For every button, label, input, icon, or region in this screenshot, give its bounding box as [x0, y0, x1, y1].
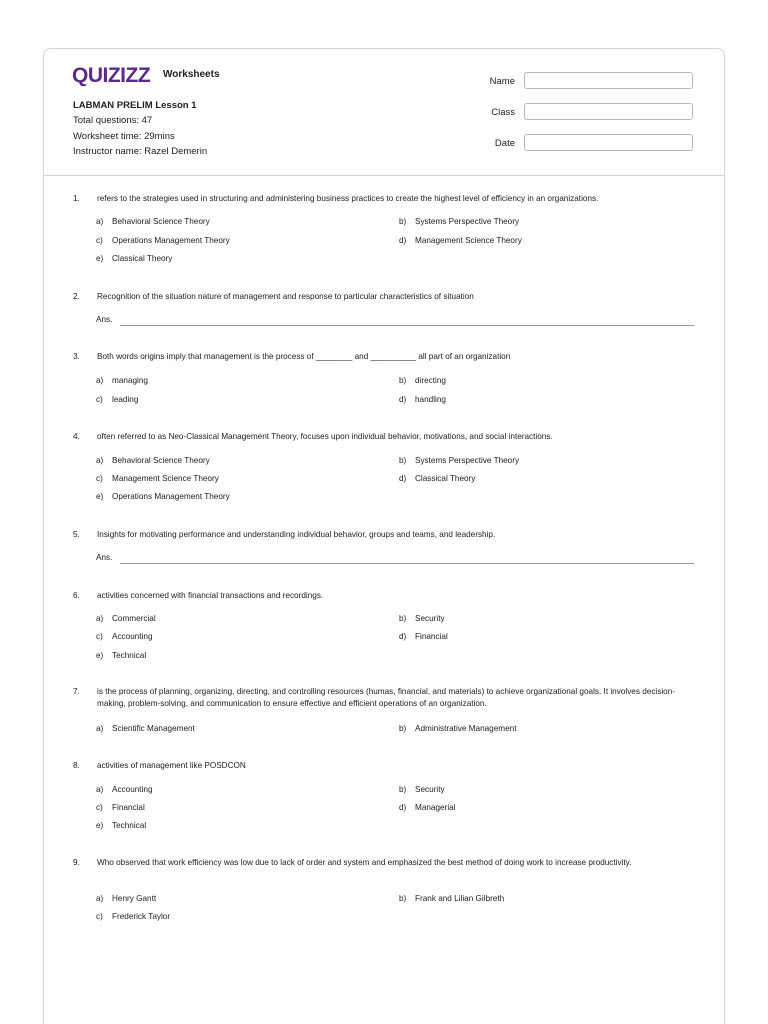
option-9a[interactable]: a) Henry Gantt: [96, 894, 157, 903]
product-name: Worksheets: [163, 68, 220, 80]
question-number: 6.: [73, 591, 80, 600]
question-text: activities concerned with financial transactions and recordings.: [97, 591, 324, 600]
quizizz-logo: [72, 64, 158, 86]
question-number: 8.: [73, 761, 80, 770]
option-6c[interactable]: c) Accounting: [96, 632, 153, 641]
name-label: Name: [489, 76, 515, 87]
option-8a[interactable]: a) Accounting: [96, 785, 153, 794]
question-number: 2.: [73, 292, 80, 301]
question-text: Recognition of the situation nature of management and response to particular characteristics of situation: [97, 292, 474, 301]
question-number: 5.: [73, 530, 80, 539]
option-1c[interactable]: c) Operations Management Theory: [96, 236, 230, 245]
option-3a[interactable]: a) managing: [96, 376, 148, 385]
question-text: refers to the strategies used in structuring and administering business practices to create the highest level of efficiency in an organizations.: [97, 194, 599, 203]
worksheet-title: LABMAN PRELIM Lesson 1: [73, 100, 197, 111]
question-text: Both words origins imply that management is the process of ________ and __________ all part of an organization: [97, 352, 511, 361]
option-7b[interactable]: b) Administrative Management: [399, 724, 517, 733]
question-text: Insights for motivating performance and understanding individual behavior, groups and teams, and leadership.: [97, 530, 496, 539]
option-1b[interactable]: b) Systems Perspective Theory: [399, 217, 520, 226]
option-4d[interactable]: d) Classical Theory: [399, 474, 476, 483]
option-6a[interactable]: a) Commercial: [96, 614, 156, 623]
option-1d[interactable]: d) Management Science Theory: [399, 236, 522, 245]
class-label: Class: [491, 107, 515, 118]
option-4e[interactable]: e) Operations Management Theory: [96, 492, 230, 501]
option-4a[interactable]: a) Behavioral Science Theory: [96, 456, 210, 465]
question-text: is the process of planning, organizing, directing, and controlling resources (humas, financial, and materials) to achieve organizational goals. It involves decision-making, problem-solving, and communication to ensure effective and efficient operations of an organization.: [97, 687, 675, 709]
option-1e[interactable]: e) Classical Theory: [96, 254, 173, 263]
option-9b[interactable]: b) Frank and Lilian Gilbreth: [399, 894, 505, 903]
option-8c[interactable]: c) Financial: [96, 803, 145, 812]
svg-text:QUIZIZZ: QUIZIZZ: [72, 64, 151, 86]
question-number: 7.: [73, 687, 80, 696]
option-6b[interactable]: b) Security: [399, 614, 445, 623]
option-8e[interactable]: e) Technical: [96, 821, 147, 830]
option-6e[interactable]: e) Technical: [96, 651, 147, 660]
option-4b[interactable]: b) Systems Perspective Theory: [399, 456, 520, 465]
option-7a[interactable]: a) Scientific Management: [96, 724, 195, 733]
question-number: 1.: [73, 194, 80, 203]
answer-line-5[interactable]: [120, 563, 694, 564]
question-text: Who observed that work efficiency was low due to lack of order and system and emphasized the best method of doing work to increase productivity.: [97, 858, 632, 867]
option-6d[interactable]: d) Financial: [399, 632, 448, 641]
name-field[interactable]: [524, 72, 693, 89]
worksheet-time: Worksheet time: 29mins: [73, 130, 175, 142]
option-3c[interactable]: c) leading: [96, 395, 139, 404]
option-1a[interactable]: a) Behavioral Science Theory: [96, 217, 210, 226]
option-3b[interactable]: b) directing: [399, 376, 446, 385]
option-8d[interactable]: d) Managerial: [399, 803, 456, 812]
instructor-name: Instructor name: Razel Demerin: [73, 145, 208, 157]
option-9c[interactable]: c) Frederick Taylor: [96, 912, 171, 921]
total-questions: Total questions: 47: [73, 115, 153, 127]
worksheet-meta: [73, 98, 207, 159]
worksheet-header: [43, 48, 725, 176]
date-field[interactable]: [524, 134, 693, 151]
answer-line-2[interactable]: [120, 325, 694, 326]
question-text: activities of management like POSDCON: [97, 761, 246, 770]
question-number: 3.: [73, 352, 80, 361]
question-text: often referred to as Neo-Classical Management Theory, focuses upon individual behavior, motivations, and social interactions.: [97, 432, 553, 441]
option-4c[interactable]: c) Management Science Theory: [96, 474, 219, 483]
option-8b[interactable]: b) Security: [399, 785, 445, 794]
answer-label-5: Ans.: [96, 553, 113, 562]
brand-row: [72, 64, 220, 86]
question-number: 9.: [73, 858, 80, 867]
class-field[interactable]: [524, 103, 693, 120]
date-label: Date: [494, 138, 515, 149]
question-number: 4.: [73, 432, 80, 441]
answer-label-2: Ans.: [96, 315, 113, 324]
option-3d[interactable]: d) handling: [399, 395, 446, 404]
